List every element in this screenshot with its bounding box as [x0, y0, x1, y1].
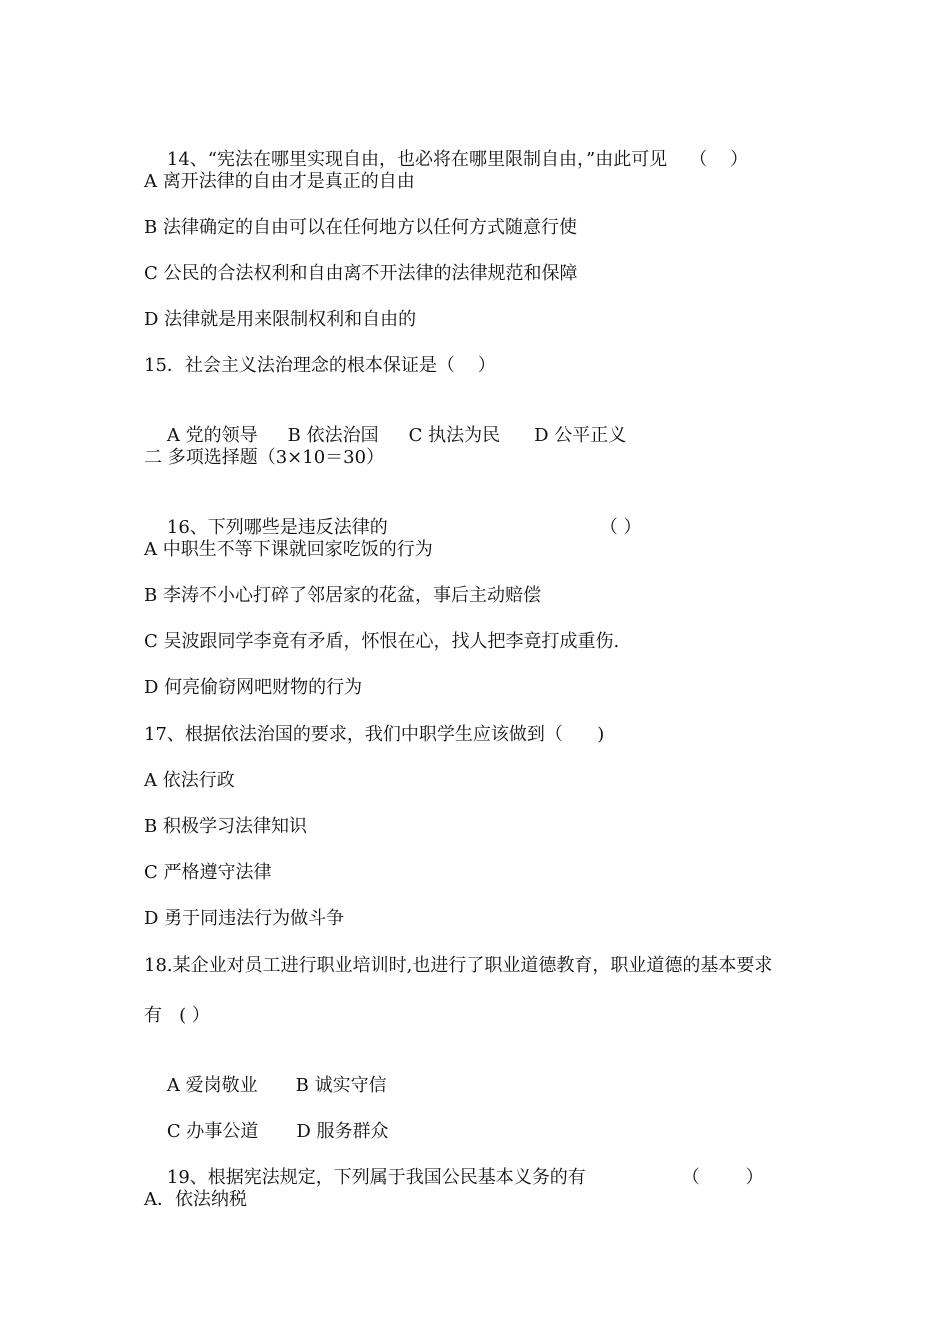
question-17-option-a: A 依法行政 [144, 770, 235, 791]
question-19-text: 19、根据宪法规定，下列属于我国公民基本义务的有 [166, 1167, 586, 1188]
question-18-option-b: B 诚实守信 [295, 1075, 387, 1096]
question-17-option-c: C 严格遵守法律 [144, 862, 272, 883]
question-15-option-c: C 执法为民 [408, 425, 501, 446]
question-14-option-b: B 法律确定的自由可以在任何地方以任何方式随意行使 [144, 217, 577, 238]
question-17-option-b: B 积极学习法律知识 [144, 816, 307, 837]
question-17-stem: 17、根据依法治国的要求，我们中职学生应该做到（ ) [144, 724, 605, 745]
question-18-stem-line-2: 有 ( ） [144, 1005, 210, 1026]
question-16-option-a: A 中职生不等下课就回家吃饭的行为 [144, 539, 433, 560]
question-16-text: 16、下列哪些是违反法律的 [166, 517, 388, 538]
question-17-option-d: D 勇于同违法行为做斗争 [144, 908, 345, 929]
question-16-option-d: D 何亮偷窃网吧财物的行为 [144, 677, 363, 698]
question-15-option-d: D 公平正义 [534, 425, 627, 446]
question-15-option-b: B 依法治国 [287, 425, 379, 446]
question-14-option-a: A 离开法律的自由才是真正的自由 [144, 171, 415, 192]
question-18-option-d: D 服务群众 [296, 1121, 389, 1142]
question-14-option-c: C 公民的合法权利和自由离不开法律的法律规范和保障 [144, 263, 578, 284]
question-14-answer-blank: （ ） [689, 149, 749, 170]
question-18-option-a: A 爱岗敬业 [166, 1075, 258, 1096]
question-14-text: 14、“宪法在哪里实现自由，也必将在哪里限制自由，”由此可见 [166, 149, 668, 170]
question-19-option-a: A．依法纳税 [144, 1189, 247, 1210]
question-14-option-d: D 法律就是用来限制权利和自由的 [144, 309, 417, 330]
question-15-option-a: A 党的领导 [166, 425, 258, 446]
question-15-stem: 15．社会主义法治理念的根本保证是（ ） [144, 355, 496, 376]
question-18-option-c: C 办事公道 [166, 1121, 259, 1142]
question-18-stem-line-1: 18.某企业对员工进行职业培训时,也进行了职业道德教育，职业道德的基本要求 [144, 955, 773, 976]
question-16-option-b: B 李涛不小心打碎了邻居家的花盆，事后主动赔偿 [144, 585, 541, 606]
section-2-heading: 二 多项选择题（3×10＝30） [144, 447, 385, 468]
question-16-answer-blank: （ ） [599, 517, 642, 538]
question-19-answer-blank: （ ） [681, 1167, 764, 1188]
question-16-option-c: C 吴波跟同学李竟有矛盾，怀恨在心，找人把李竟打成重伤. [144, 631, 620, 652]
